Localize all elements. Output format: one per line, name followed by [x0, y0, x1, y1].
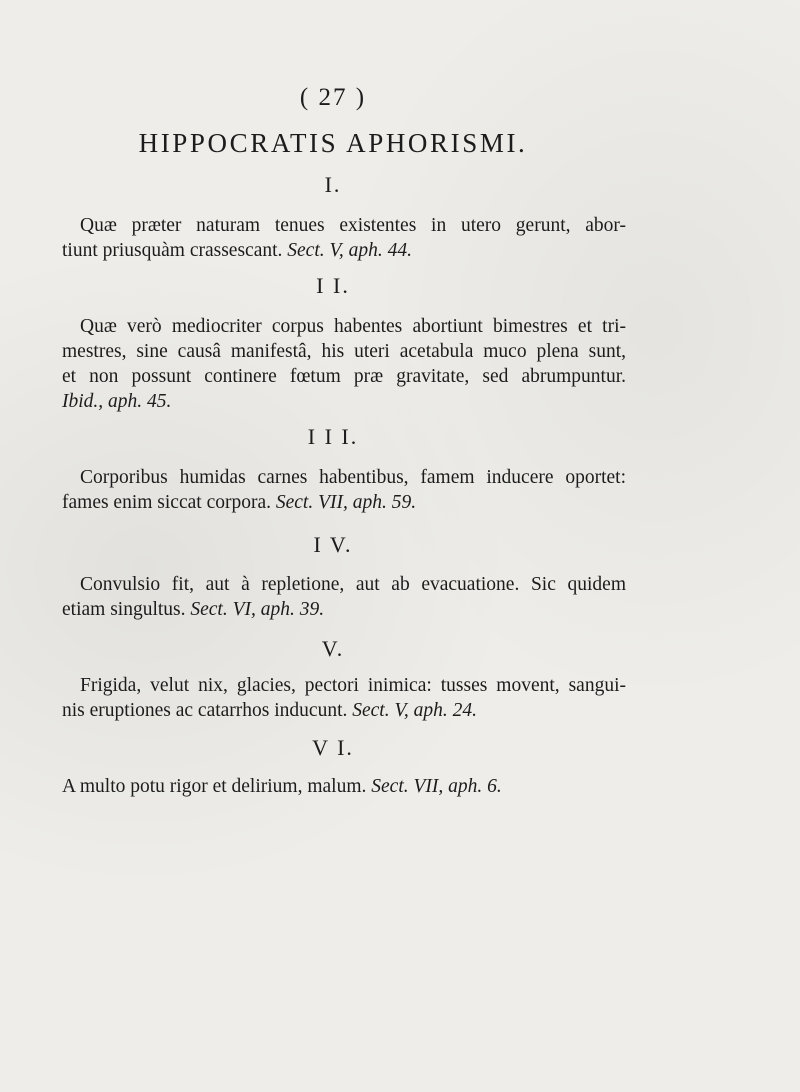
- aphorism-5-reference: Sect. V, aph. 24.: [352, 700, 478, 721]
- aphorism-numeral-4: I V.: [313, 532, 353, 557]
- aphorism-5-line-2: [62, 698, 626, 723]
- aphorism-4-line-1: Convulsio fit, aut à repletione, aut ab evacuatione. Sic quidem: [80, 574, 626, 595]
- aphorism-4-line-2-text: etiam singultus.: [62, 599, 186, 620]
- aphorism-6: [62, 774, 626, 799]
- aphorism-5-line-1: Frigida, velut nix, glacies, pectori inimica: tusses movent, sangui-: [80, 675, 626, 696]
- aphorism-6-line-1-text: A multo potu rigor et delirium, malum.: [62, 776, 367, 797]
- aphorism-3: [62, 465, 626, 515]
- aphorism-3-line-2: [62, 490, 626, 515]
- aphorism-numeral-2: I I.: [316, 273, 350, 298]
- aphorism-3-line-1: Corporibus humidas carnes habentibus, famem inducere oportet:: [80, 467, 626, 488]
- aphorism-5-line-2-text: nis eruptiones ac catarrhos inducunt.: [62, 700, 348, 721]
- aphorism-2-line-3: et non possunt continere fœtum præ gravitate, sed abrumpuntur.: [62, 366, 626, 387]
- aphorism-numeral-3: I I I.: [307, 424, 359, 449]
- aphorism-1-line-2: [62, 238, 626, 263]
- page-number: ( 27 ): [299, 84, 367, 111]
- aphorism-1: [62, 213, 626, 263]
- page-title: HIPPOCRATIS APHORISMI.: [138, 128, 528, 158]
- aphorism-numeral-6: V I.: [312, 735, 354, 760]
- aphorism-numeral-1: I.: [324, 172, 342, 197]
- aphorism-2-reference: Ibid., aph. 45.: [62, 391, 172, 412]
- aphorism-1-line-2-text: tiunt priusquàm crassescant.: [62, 240, 283, 261]
- aphorism-6-line-1: [62, 774, 626, 799]
- aphorism-2: [62, 314, 626, 414]
- aphorism-2-line-4: [62, 389, 626, 414]
- aphorism-4: [62, 572, 626, 622]
- aphorism-5: [62, 673, 626, 723]
- aphorism-3-reference: Sect. VII, aph. 59.: [275, 492, 417, 513]
- aphorism-2-line-1: Quæ verò mediocriter corpus habentes abortiunt bimestres et tri-: [80, 316, 626, 337]
- aphorism-3-line-2-text: fames enim siccat corpora.: [62, 492, 271, 513]
- aphorism-1-line-1: Quæ præter naturam tenues existentes in utero gerunt, abor-: [80, 215, 626, 236]
- aphorism-numeral-5: V.: [321, 636, 345, 661]
- aphorism-4-reference: Sect. VI, aph. 39.: [190, 599, 325, 620]
- aphorism-4-line-2: [62, 597, 626, 622]
- aphorism-6-reference: Sect. VII, aph. 6.: [371, 776, 502, 797]
- aphorism-2-line-2: mestres, sine causâ manifestâ, his uteri acetabula muco plena sunt,: [62, 341, 626, 362]
- aphorism-1-reference: Sect. V, aph. 44.: [287, 240, 413, 261]
